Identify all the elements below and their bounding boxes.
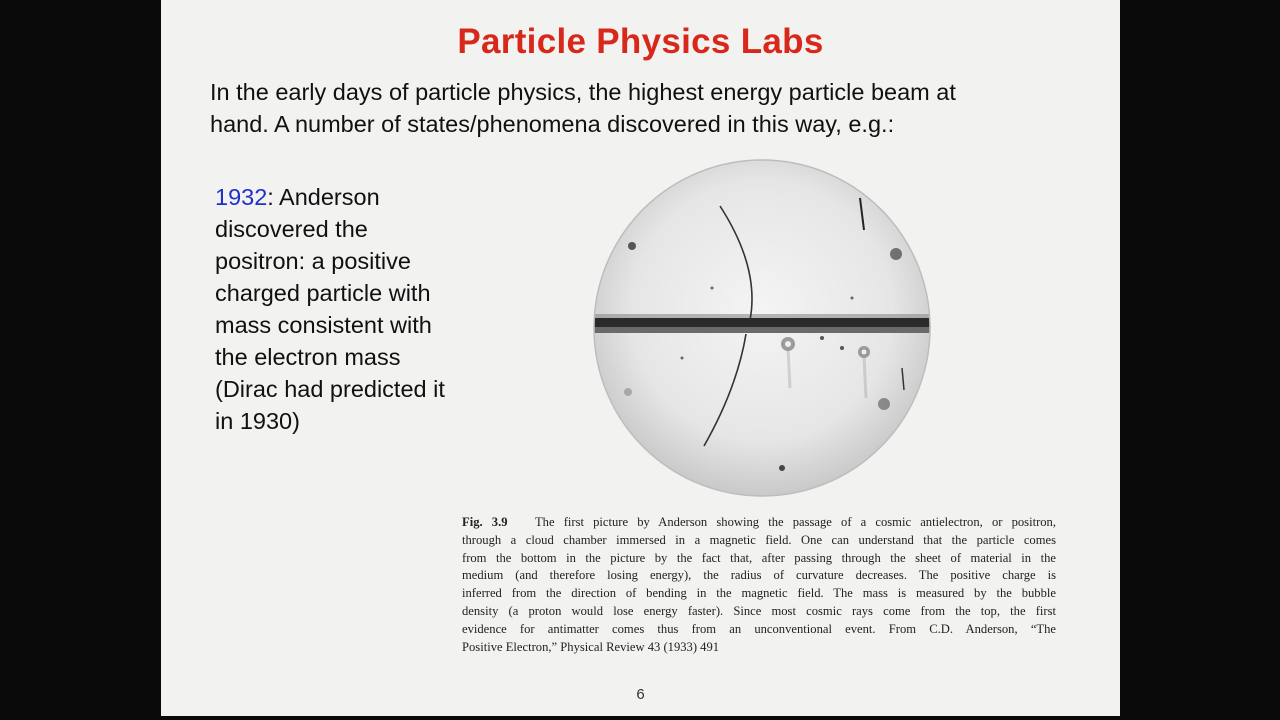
- discovery-line: charged particle with: [215, 280, 431, 306]
- caption-line: inferred from the direction of bending in the magnetic field. The mass is measured by the bubble: [462, 586, 1056, 601]
- discovery-line: (Dirac had predicted it: [215, 376, 445, 402]
- discovery-line: mass consistent with: [215, 312, 432, 338]
- discovery-text: [215, 181, 495, 437]
- intro-line: hand. A number of states/phenomena discovered in this way, e.g.:: [210, 111, 895, 137]
- discovery-line: discovered the: [215, 216, 368, 242]
- intro-line: In the early days of particle physics, the highest energy particle beam at: [210, 79, 956, 105]
- discovery-line: in 1930): [215, 408, 300, 434]
- figure-caption: [462, 514, 1056, 656]
- caption-line: density (a proton would lose energy faster). Since most cosmic rays come from the top, the first: [462, 603, 1056, 618]
- caption-line: Positive Electron,” Physical Review 43 (1933) 491: [462, 639, 720, 654]
- caption-line: evidence for antimatter comes thus from an unconventional event. From C.D. Anderson, “The: [462, 621, 1056, 636]
- figure-label: Fig. 3.9: [462, 515, 508, 529]
- discovery-line: the electron mass: [215, 344, 401, 370]
- year-highlight: 1932: [215, 184, 268, 210]
- caption-text: The first picture by Anderson showing the passage of a cosmic antielectron, or positron,: [534, 515, 1057, 529]
- intro-text: [210, 76, 1090, 140]
- caption-line: [462, 514, 1056, 532]
- slide: [161, 0, 1120, 716]
- discovery-line: positron: a positive: [215, 248, 411, 274]
- caption-line: from the bottom in the picture by the fact that, after passing through the sheet of material in the: [462, 550, 1056, 565]
- page-number: 6: [636, 686, 645, 703]
- caption-line: through a cloud chamber immersed in a magnetic field. One can understand that the particle comes: [462, 532, 1056, 547]
- caption-line: medium (and therefore losing energy), the radius of curvature decreases. The positive charge is: [462, 568, 1056, 583]
- cloud-chamber-photo: [592, 158, 932, 498]
- discovery-line-rest: : Anderson: [267, 184, 380, 210]
- slide-title: Particle Physics Labs: [457, 22, 824, 61]
- discovery-line: [215, 181, 495, 213]
